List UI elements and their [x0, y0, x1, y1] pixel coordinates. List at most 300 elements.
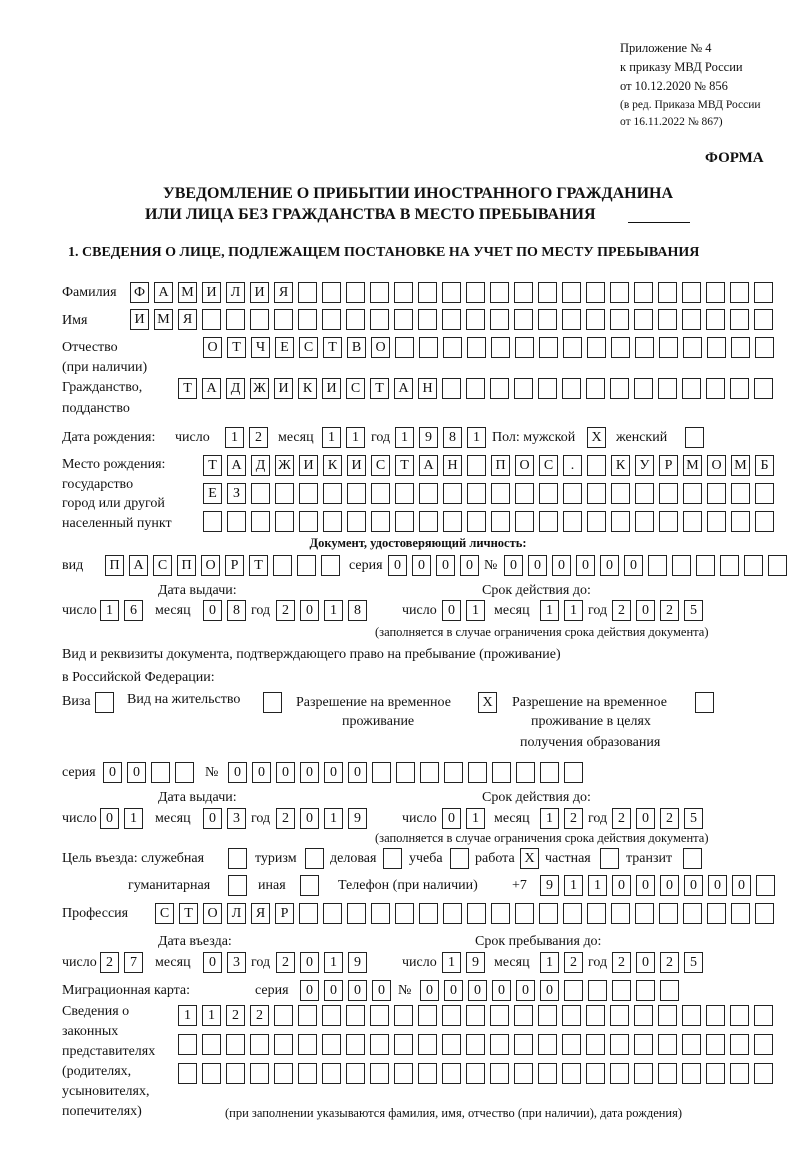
char-box[interactable]: 9	[348, 808, 367, 829]
char-box[interactable]	[228, 875, 247, 896]
char-box[interactable]: 2	[276, 952, 295, 973]
char-box[interactable]	[658, 282, 677, 303]
char-box[interactable]	[660, 980, 679, 1001]
char-box[interactable]: 0	[504, 555, 523, 576]
char-box[interactable]	[539, 511, 558, 532]
char-box[interactable]	[515, 903, 534, 924]
char-box[interactable]	[755, 483, 774, 504]
representatives-field-1[interactable]	[178, 1005, 773, 1026]
char-box[interactable]	[226, 1034, 245, 1055]
char-box[interactable]	[443, 903, 462, 924]
char-box[interactable]	[226, 309, 245, 330]
birth-month-field[interactable]	[322, 427, 365, 448]
char-box[interactable]: К	[323, 455, 342, 476]
char-box[interactable]: Д	[226, 378, 245, 399]
char-box[interactable]: Р	[659, 455, 678, 476]
char-box[interactable]	[635, 337, 654, 358]
char-box[interactable]	[658, 1063, 677, 1084]
char-box[interactable]	[394, 309, 413, 330]
stay-series-field[interactable]	[103, 762, 194, 783]
char-box[interactable]	[564, 762, 583, 783]
representatives-field-2[interactable]	[178, 1034, 773, 1055]
stay-number-field[interactable]	[228, 762, 583, 783]
char-box[interactable]	[323, 903, 342, 924]
char-box[interactable]: 0	[300, 952, 319, 973]
char-box[interactable]	[610, 1005, 629, 1026]
char-box[interactable]	[683, 848, 702, 869]
char-box[interactable]	[322, 309, 341, 330]
char-box[interactable]	[467, 455, 486, 476]
char-box[interactable]	[468, 762, 487, 783]
char-box[interactable]: 8	[443, 427, 462, 448]
char-box[interactable]: 0	[203, 808, 222, 829]
char-box[interactable]	[227, 511, 246, 532]
purpose-other-checkbox[interactable]	[300, 875, 319, 896]
char-box[interactable]: 0	[276, 762, 295, 783]
char-box[interactable]: Т	[178, 378, 197, 399]
char-box[interactable]: X	[520, 848, 539, 869]
char-box[interactable]: Л	[227, 903, 246, 924]
char-box[interactable]: 2	[612, 952, 631, 973]
char-box[interactable]	[756, 875, 775, 896]
char-box[interactable]	[263, 692, 282, 713]
char-box[interactable]	[685, 427, 704, 448]
char-box[interactable]: Б	[755, 455, 774, 476]
char-box[interactable]	[683, 511, 702, 532]
char-box[interactable]: 1	[466, 600, 485, 621]
char-box[interactable]: .	[563, 455, 582, 476]
char-box[interactable]	[250, 1063, 269, 1084]
char-box[interactable]	[538, 282, 557, 303]
char-box[interactable]	[731, 511, 750, 532]
purpose-humanitarian-checkbox[interactable]	[228, 875, 247, 896]
stay-until-month[interactable]	[540, 952, 583, 973]
char-box[interactable]	[298, 282, 317, 303]
char-box[interactable]	[322, 282, 341, 303]
char-box[interactable]: Т	[249, 555, 268, 576]
char-box[interactable]	[347, 511, 366, 532]
char-box[interactable]: С	[299, 337, 318, 358]
char-box[interactable]: М	[683, 455, 702, 476]
char-box[interactable]	[610, 282, 629, 303]
char-box[interactable]: 0	[442, 600, 461, 621]
visa-checkbox[interactable]	[95, 692, 114, 713]
char-box[interactable]	[514, 1034, 533, 1055]
purpose-tourism-checkbox[interactable]	[305, 848, 324, 869]
char-box[interactable]: 0	[576, 555, 595, 576]
char-box[interactable]	[610, 1034, 629, 1055]
stay-issue-month[interactable]	[203, 808, 246, 829]
char-box[interactable]	[442, 282, 461, 303]
char-box[interactable]: 0	[412, 555, 431, 576]
char-box[interactable]: К	[611, 455, 630, 476]
char-box[interactable]	[322, 1063, 341, 1084]
char-box[interactable]	[323, 511, 342, 532]
char-box[interactable]	[394, 1034, 413, 1055]
char-box[interactable]: Т	[370, 378, 389, 399]
char-box[interactable]	[562, 309, 581, 330]
char-box[interactable]: 1	[346, 427, 365, 448]
char-box[interactable]	[346, 309, 365, 330]
char-box[interactable]: П	[491, 455, 510, 476]
char-box[interactable]: И	[274, 378, 293, 399]
char-box[interactable]	[371, 483, 390, 504]
char-box[interactable]: 0	[348, 980, 367, 1001]
sex-male-checkbox[interactable]	[587, 427, 606, 448]
char-box[interactable]	[515, 337, 534, 358]
char-box[interactable]: 9	[466, 952, 485, 973]
char-box[interactable]: 0	[300, 762, 319, 783]
phone-field[interactable]	[540, 875, 775, 896]
char-box[interactable]	[178, 1063, 197, 1084]
char-box[interactable]	[731, 483, 750, 504]
char-box[interactable]	[418, 309, 437, 330]
char-box[interactable]	[683, 483, 702, 504]
char-box[interactable]: 1	[324, 600, 343, 621]
char-box[interactable]	[755, 903, 774, 924]
char-box[interactable]	[659, 511, 678, 532]
char-box[interactable]	[419, 903, 438, 924]
char-box[interactable]	[394, 282, 413, 303]
char-box[interactable]	[299, 483, 318, 504]
char-box[interactable]	[635, 903, 654, 924]
char-box[interactable]: М	[154, 309, 173, 330]
char-box[interactable]	[539, 337, 558, 358]
char-box[interactable]: 2	[276, 808, 295, 829]
char-box[interactable]	[648, 555, 667, 576]
char-box[interactable]	[612, 980, 631, 1001]
char-box[interactable]	[562, 1005, 581, 1026]
char-box[interactable]: Е	[275, 337, 294, 358]
purpose-official-checkbox[interactable]	[228, 848, 247, 869]
char-box[interactable]: О	[203, 903, 222, 924]
char-box[interactable]: З	[227, 483, 246, 504]
char-box[interactable]	[706, 309, 725, 330]
char-box[interactable]	[683, 337, 702, 358]
char-box[interactable]	[202, 1063, 221, 1084]
char-box[interactable]: 3	[227, 952, 246, 973]
surname-field[interactable]	[130, 282, 773, 303]
char-box[interactable]	[274, 1063, 293, 1084]
char-box[interactable]: 0	[348, 762, 367, 783]
char-box[interactable]	[250, 309, 269, 330]
char-box[interactable]	[466, 1005, 485, 1026]
char-box[interactable]	[636, 980, 655, 1001]
char-box[interactable]: 0	[636, 875, 655, 896]
char-box[interactable]: Ж	[250, 378, 269, 399]
char-box[interactable]	[634, 1005, 653, 1026]
char-box[interactable]: 0	[636, 600, 655, 621]
char-box[interactable]	[370, 1063, 389, 1084]
char-box[interactable]: А	[419, 455, 438, 476]
char-box[interactable]: У	[635, 455, 654, 476]
char-box[interactable]	[395, 511, 414, 532]
char-box[interactable]: 2	[250, 1005, 269, 1026]
char-box[interactable]: 0	[612, 875, 631, 896]
char-box[interactable]: 0	[300, 600, 319, 621]
char-box[interactable]	[466, 1063, 485, 1084]
char-box[interactable]	[151, 762, 170, 783]
char-box[interactable]: 1	[540, 952, 559, 973]
char-box[interactable]	[586, 378, 605, 399]
char-box[interactable]	[442, 309, 461, 330]
id-valid-month[interactable]	[540, 600, 583, 621]
char-box[interactable]	[539, 483, 558, 504]
char-box[interactable]: А	[394, 378, 413, 399]
char-box[interactable]	[491, 483, 510, 504]
char-box[interactable]	[562, 282, 581, 303]
char-box[interactable]	[202, 1034, 221, 1055]
char-box[interactable]: Ф	[130, 282, 149, 303]
char-box[interactable]	[467, 903, 486, 924]
char-box[interactable]	[586, 1063, 605, 1084]
char-box[interactable]	[682, 309, 701, 330]
char-box[interactable]	[300, 875, 319, 896]
char-box[interactable]: О	[371, 337, 390, 358]
char-box[interactable]: 0	[228, 762, 247, 783]
char-box[interactable]	[658, 1005, 677, 1026]
char-box[interactable]	[322, 1034, 341, 1055]
char-box[interactable]: 1	[442, 952, 461, 973]
char-box[interactable]: 6	[124, 600, 143, 621]
char-box[interactable]	[226, 1063, 245, 1084]
char-box[interactable]	[611, 903, 630, 924]
char-box[interactable]	[274, 309, 293, 330]
char-box[interactable]: 0	[252, 762, 271, 783]
char-box[interactable]: 2	[226, 1005, 245, 1026]
char-box[interactable]	[707, 903, 726, 924]
id-kind-field[interactable]	[105, 555, 340, 576]
char-box[interactable]: 0	[468, 980, 487, 1001]
char-box[interactable]	[299, 511, 318, 532]
char-box[interactable]	[370, 1034, 389, 1055]
char-box[interactable]: Ж	[275, 455, 294, 476]
char-box[interactable]	[396, 762, 415, 783]
char-box[interactable]	[202, 309, 221, 330]
char-box[interactable]: 0	[444, 980, 463, 1001]
birth-place-field-3[interactable]	[203, 511, 774, 532]
char-box[interactable]	[442, 1063, 461, 1084]
char-box[interactable]	[634, 1034, 653, 1055]
char-box[interactable]: И	[322, 378, 341, 399]
char-box[interactable]	[394, 1005, 413, 1026]
char-box[interactable]	[706, 378, 725, 399]
stay-until-day[interactable]	[442, 952, 485, 973]
char-box[interactable]: 0	[492, 980, 511, 1001]
char-box[interactable]	[731, 903, 750, 924]
char-box[interactable]	[514, 1005, 533, 1026]
char-box[interactable]: А	[202, 378, 221, 399]
char-box[interactable]: 2	[100, 952, 119, 973]
char-box[interactable]: 5	[684, 952, 703, 973]
char-box[interactable]	[635, 511, 654, 532]
char-box[interactable]: 1	[467, 427, 486, 448]
char-box[interactable]	[695, 692, 714, 713]
char-box[interactable]: 0	[516, 980, 535, 1001]
char-box[interactable]	[395, 903, 414, 924]
char-box[interactable]	[586, 1005, 605, 1026]
char-box[interactable]: 0	[528, 555, 547, 576]
char-box[interactable]: С	[153, 555, 172, 576]
char-box[interactable]: 0	[684, 875, 703, 896]
char-box[interactable]: 0	[372, 980, 391, 1001]
stay-valid-year[interactable]	[612, 808, 703, 829]
char-box[interactable]	[274, 1005, 293, 1026]
id-series-field[interactable]	[388, 555, 479, 576]
purpose-study-checkbox[interactable]	[450, 848, 469, 869]
char-box[interactable]: Р	[275, 903, 294, 924]
char-box[interactable]: 1	[322, 427, 341, 448]
char-box[interactable]	[418, 1063, 437, 1084]
char-box[interactable]	[442, 378, 461, 399]
char-box[interactable]	[730, 1005, 749, 1026]
patronymic-field[interactable]	[203, 337, 774, 358]
profession-field[interactable]	[155, 903, 774, 924]
char-box[interactable]: 0	[127, 762, 146, 783]
char-box[interactable]	[491, 903, 510, 924]
stay-until-year[interactable]	[612, 952, 703, 973]
char-box[interactable]	[298, 1005, 317, 1026]
char-box[interactable]	[491, 337, 510, 358]
representatives-field-3[interactable]	[178, 1063, 773, 1084]
char-box[interactable]	[466, 378, 485, 399]
char-box[interactable]: 1	[540, 600, 559, 621]
char-box[interactable]	[298, 309, 317, 330]
char-box[interactable]	[658, 378, 677, 399]
char-box[interactable]	[251, 483, 270, 504]
char-box[interactable]	[514, 1063, 533, 1084]
migration-series-field[interactable]	[300, 980, 391, 1001]
char-box[interactable]	[563, 511, 582, 532]
char-box[interactable]: 2	[660, 808, 679, 829]
char-box[interactable]	[706, 282, 725, 303]
char-box[interactable]	[611, 483, 630, 504]
char-box[interactable]: И	[202, 282, 221, 303]
char-box[interactable]: 0	[442, 808, 461, 829]
char-box[interactable]	[491, 511, 510, 532]
char-box[interactable]: 0	[203, 952, 222, 973]
char-box[interactable]	[562, 1034, 581, 1055]
residence-checkbox[interactable]	[263, 692, 282, 713]
char-box[interactable]	[754, 309, 773, 330]
char-box[interactable]	[539, 903, 558, 924]
char-box[interactable]: С	[539, 455, 558, 476]
name-field[interactable]	[130, 309, 773, 330]
char-box[interactable]	[418, 282, 437, 303]
char-box[interactable]: 9	[419, 427, 438, 448]
char-box[interactable]	[298, 1034, 317, 1055]
entry-day[interactable]	[100, 952, 143, 973]
char-box[interactable]	[610, 378, 629, 399]
char-box[interactable]: Т	[227, 337, 246, 358]
char-box[interactable]: А	[154, 282, 173, 303]
char-box[interactable]	[563, 483, 582, 504]
char-box[interactable]	[323, 483, 342, 504]
char-box[interactable]	[611, 337, 630, 358]
char-box[interactable]: 2	[612, 600, 631, 621]
char-box[interactable]: 0	[388, 555, 407, 576]
char-box[interactable]	[450, 848, 469, 869]
char-box[interactable]: Р	[225, 555, 244, 576]
char-box[interactable]	[178, 1034, 197, 1055]
char-box[interactable]: М	[178, 282, 197, 303]
char-box[interactable]: Т	[395, 455, 414, 476]
char-box[interactable]: А	[129, 555, 148, 576]
char-box[interactable]	[420, 762, 439, 783]
purpose-work-checkbox[interactable]	[520, 848, 539, 869]
char-box[interactable]	[587, 455, 606, 476]
entry-year[interactable]	[276, 952, 367, 973]
char-box[interactable]	[175, 762, 194, 783]
char-box[interactable]: 0	[708, 875, 727, 896]
char-box[interactable]	[419, 337, 438, 358]
char-box[interactable]: 2	[249, 427, 268, 448]
char-box[interactable]: В	[347, 337, 366, 358]
char-box[interactable]	[672, 555, 691, 576]
char-box[interactable]	[682, 1005, 701, 1026]
char-box[interactable]: 0	[300, 808, 319, 829]
char-box[interactable]	[490, 309, 509, 330]
char-box[interactable]	[395, 337, 414, 358]
char-box[interactable]: 1	[564, 875, 583, 896]
char-box[interactable]	[467, 483, 486, 504]
char-box[interactable]	[466, 309, 485, 330]
char-box[interactable]	[610, 1063, 629, 1084]
char-box[interactable]	[754, 282, 773, 303]
stay-valid-day[interactable]	[442, 808, 485, 829]
char-box[interactable]	[467, 337, 486, 358]
char-box[interactable]	[251, 511, 270, 532]
char-box[interactable]: 1	[324, 952, 343, 973]
char-box[interactable]: О	[203, 337, 222, 358]
char-box[interactable]	[720, 555, 739, 576]
char-box[interactable]: 1	[124, 808, 143, 829]
char-box[interactable]	[346, 282, 365, 303]
char-box[interactable]	[274, 1034, 293, 1055]
char-box[interactable]: А	[227, 455, 246, 476]
char-box[interactable]	[250, 1034, 269, 1055]
char-box[interactable]	[372, 762, 391, 783]
id-valid-day[interactable]	[442, 600, 485, 621]
char-box[interactable]: Я	[178, 309, 197, 330]
stay-issue-year[interactable]	[276, 808, 367, 829]
char-box[interactable]	[490, 1005, 509, 1026]
char-box[interactable]: 2	[276, 600, 295, 621]
citizenship-field[interactable]	[178, 378, 773, 399]
char-box[interactable]	[298, 1063, 317, 1084]
char-box[interactable]	[394, 1063, 413, 1084]
char-box[interactable]	[730, 309, 749, 330]
char-box[interactable]: 2	[612, 808, 631, 829]
char-box[interactable]	[442, 1034, 461, 1055]
char-box[interactable]	[611, 511, 630, 532]
char-box[interactable]	[600, 848, 619, 869]
char-box[interactable]: 0	[436, 555, 455, 576]
char-box[interactable]	[418, 1034, 437, 1055]
char-box[interactable]: 0	[460, 555, 479, 576]
char-box[interactable]	[658, 309, 677, 330]
char-box[interactable]: Я	[274, 282, 293, 303]
char-box[interactable]: Ч	[251, 337, 270, 358]
char-box[interactable]: И	[250, 282, 269, 303]
char-box[interactable]	[443, 337, 462, 358]
entry-month[interactable]	[203, 952, 246, 973]
char-box[interactable]	[610, 309, 629, 330]
char-box[interactable]	[275, 511, 294, 532]
char-box[interactable]	[754, 378, 773, 399]
char-box[interactable]	[706, 1005, 725, 1026]
char-box[interactable]	[538, 1005, 557, 1026]
